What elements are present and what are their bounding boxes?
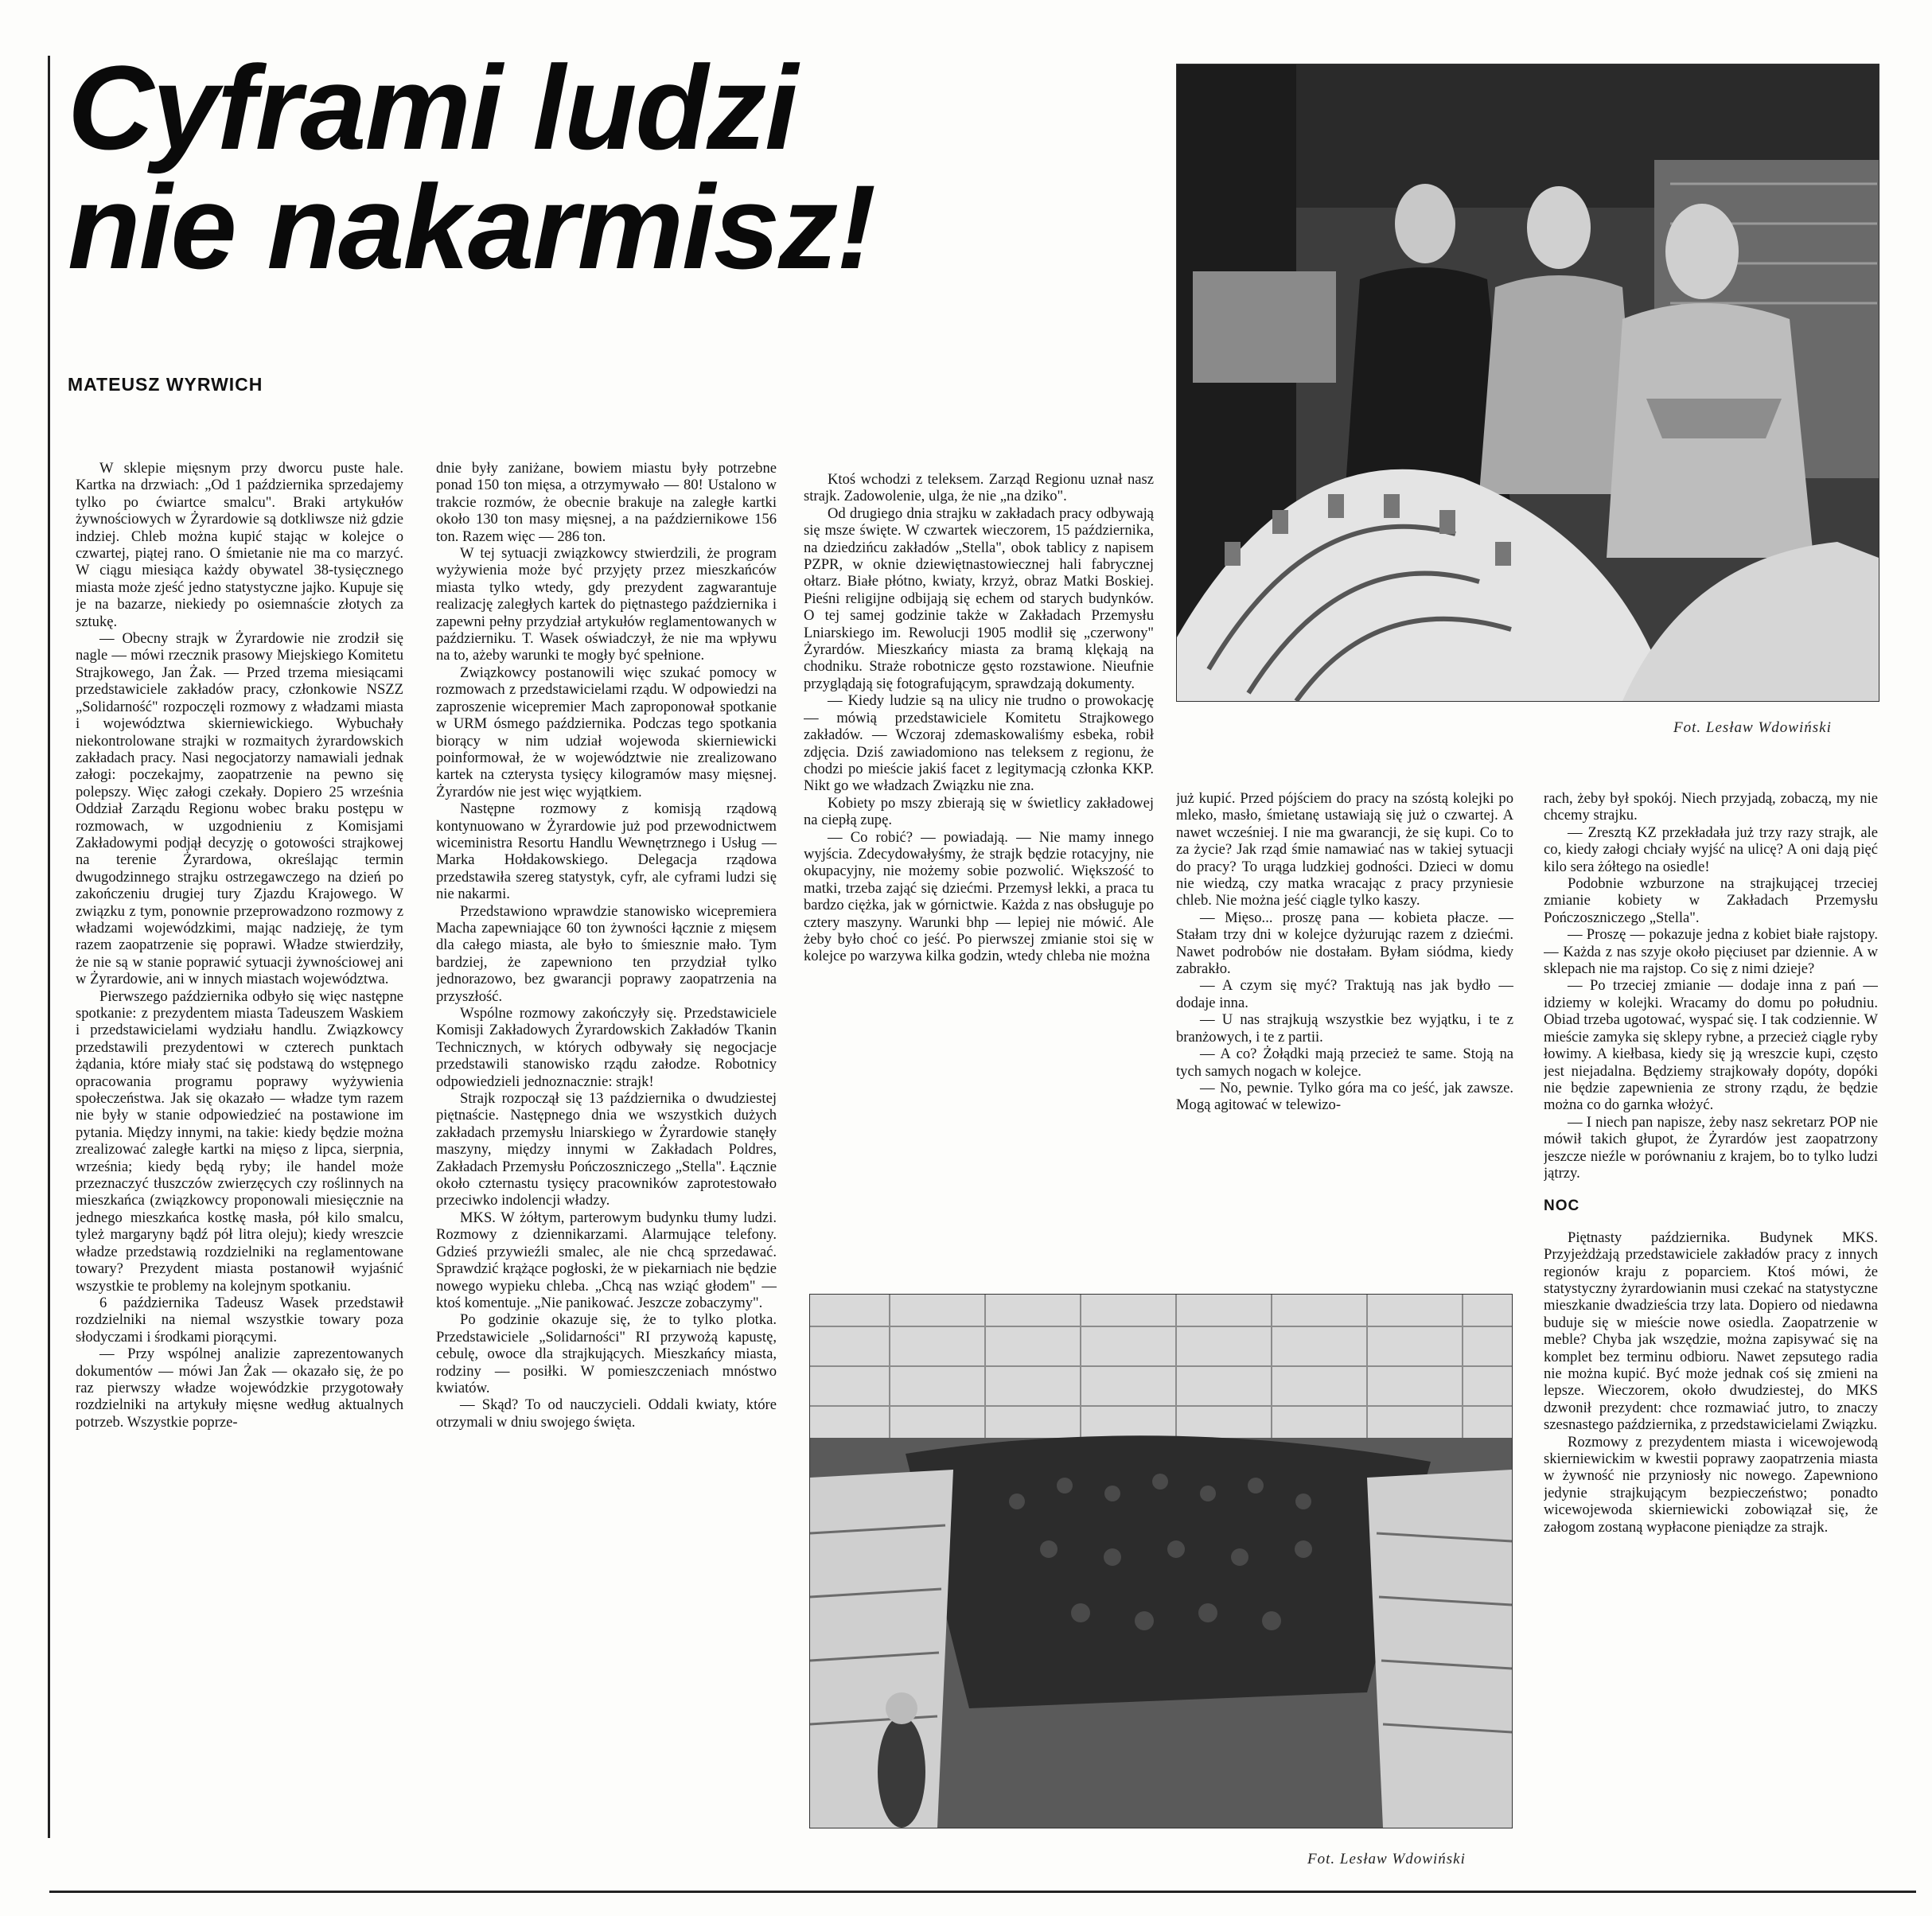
paragraph: — Po trzeciej zmianie — dodaje inna z pań — idziemy w kolejki. Wracamy do domu po południu. Obiad trzeba ugotować, wyspać się. I tak codziennie. W mieście zamyka się sklepy rybne, a przecież ciągle ryby łowimy. A kiełbasa, kiedy się ją wreszcie kupi, często jest niejadalna. Będziemy strajkowały dopóty, dopóki nie będzie zapewnienia ze strony rządu, że będzie można co do garnka włożyć. [1544,977,1878,1114]
paragraph: Ktoś wchodzi z teleksem. Zarząd Regionu uznał nasz strajk. Zadowolenie, ulga, że nie „na dziko". [804,471,1154,505]
byline: MATEUSZ WYRWICH [68,374,263,395]
text-column-4 [1176,790,1513,1283]
paragraph: Wspólne rozmowy zakończyły się. Przedstawiciele Komisji Zakładowych Żyrardowskich Zakładów Tkanin Technicznych, w których odbywały się negocjacje przedstawili stanowisko rządu załodze. Robotnicy odpowiedzieli jednoznacznie: strajk! [436,1005,777,1090]
paragraph: Rozmowy z prezydentem miasta i wicewojewodą skierniewickim w kwestii poprawy zaopatrzenia miasta w żywność nie przyniosły nic nowego. Zapewniono jedynie strajkującym bezpieczeństwo; ponadto wicewojewoda skierniewicki zobowiązał się, że załogom zostaną wypłacone pieniądze za strajk. [1544,1433,1878,1536]
paragraph: już kupić. Przed pójściem do pracy na szóstą kolejki po mleko, masło, śmietanę ustawiają się już o czwartej. A nawet wcześniej. I nie ma gwarancji, że się kupi. Co to za życie? Jak rząd śmie namawiać nas w takiej sytuacji do pracy? To urąga ludzkiej godności. Dzieci w domu nie wiedzą, czy matka wracając z pracy przyniesie chleb. Nie można jeść ciągle tylko kaszy. [1176,790,1513,909]
text-column-3 [804,471,1154,1275]
paragraph: — Proszę — pokazuje jedna z kobiet białe rajstopy. — Każda z nas szyje około pięciuset par dziennie. A w sklepach nie ma rajstop. Co się z nimi dzieje? [1544,926,1878,978]
photo-top-caption: Fot. Lesław Wdowiński [1673,719,1832,736]
bottom-rule [49,1891,1916,1893]
paragraph: Po godzinie okazuje się, że to tylko plotka. Przedstawiciele „Solidarności" RI przywożą kapustę, cebulę, owoce dla strajkujących. Mieszkańcy miasta, rodziny — posiłki. W pomieszczeniach mnóstwo kwiatów. [436,1311,777,1396]
photo-workers-image [1177,64,1879,701]
paragraph: — No, pewnie. Tylko góra ma co jeść, jak zawsze. Mogą agitować w telewizo- [1176,1079,1513,1114]
paragraph: 6 października Tadeusz Wasek przedstawił rozdzielniki na niemal wszystkie towary poza słodyczami i środkami piorącymi. [76,1294,403,1345]
headline [68,41,1182,294]
paragraph: Od drugiego dnia strajku w zakładach pracy odbywają się msze święte. W czwartek wieczorem, 15 października, na dziedzińcu zakładów „Stella", obok tablicy z napisem PZPR, w oknie dziewiętnastowiecznej hali fabrycznej ołtarz. Białe płótno, kwiaty, krzyż, obraz Matki Boskiej. Pieśni religijne odbijają się echem od starych budynków. O tej samej godzinie także w Zakładach Przemysłu Lniarskiego im. Rewolucji 1905 modlił się „czerwony" Żyrardów. Mieszkańcy miasta za bramą klękają na chodniku. Straże robotnicze gęsto rozstawione. Nieufnie przyglądają się fotografującym, sprawdzają dokumenty. [804,504,1154,692]
paragraph: Piętnasty października. Budynek MKS. Przyjeżdżają przedstawiciele zakładów pracy z innych regionów kraju z poparciem. Ktoś mówi, że statystyczny żyrardowianin musi czekać na statystyczne mieszkanie dwadzieścia trzy lata. Dopiero od niedawna buduje się w mieście nowe osiedla. Zaopatrzenie w meble? Chyba jak wszędzie, można zapisywać się na komplet bez terminu odbioru. Nawet zepsutego radia nie można kupić. Być może jednak coś się zmieni na lepsze. Wieczorem, około dwudziestej, do MKS dzwonił prezydent: chce rozmawiać jutro, to znaczy szesnastego października, z przedstawicielami Związku. [1544,1229,1878,1434]
paragraph: Podobnie wzburzone na strajkującej trzeciej zmianie kobiety w Zakładach Przemysłu Pończoszniczego „Stella". [1544,875,1878,926]
paragraph: Związkowcy postanowili więc szukać pomocy w rozmowach z przedstawicielami rządu. W odpowiedzi na zaproszenie wicepremier Mach zaproponował spotkanie w URM ósmego października. Podczas tego spotkania biorący w nim udział wojewoda skierniewicki poinformował, że w województwie nie zrealizowano kartek na czterysta tysięcy kilogramów masy mięsnej. Żyrardów nie jest więc wyjątkiem. [436,664,777,800]
paragraph: W tej sytuacji związkowcy stwierdzili, że program wyżywienia może być przyjęty przez mieszkańców miasta tylko wtedy, gdy prezydent zagwarantuje realizację zaległych kartek do piętnastego października i zapewni pełny przydział artykułów reglamentowanych w październiku. T. Wasek oświadczył, że nie ma wpływu na to, ażeby warunki te mogły być spełnione. [436,545,777,664]
paragraph: W sklepie mięsnym przy dworcu puste hale. Kartka na drzwiach: „Od 1 października sprzedajemy tylko po ćwiartce smalcu". Braki artykułów żywnościowych w Żyrardowie są dotkliwsze niż gdzie indziej. Chleb można kupić stając w kolejce o czwartej, piątej rano. O śmietanie nie ma co marzyć. W ciągu miesiąca każdy obywatel 38-tysięcznego miasta może zjeść jedno statystyczne jajko. Kupuje się je na bazarze, niekiedy po osiemnaście złotych za sztukę. [76,460,403,630]
paragraph: rach, żeby był spokój. Niech przyjadą, zobaczą, my nie chcemy strajku. [1544,790,1878,824]
text-column-1 [76,460,403,1884]
paragraph: — Kiedy ludzie są na ulicy nie trudno o prowokację — mówią przedstawiciele Komitetu Strajkowego zakładów. — Wczoraj zdemaskowaliśmy esbeka, robił zdjęcia. Dziś zawiadomiono nas teleksem z regionu, że chodzi po mieście jakiś facet z legitymacją członka KKP. Nikt go we władzach Związku nie zna. [804,692,1154,795]
paragraph: Następne rozmowy z komisją rządową kontynuowano w Żyrardowie już pod przewodnictwem wiceministra Resortu Handlu Wewnętrznego i Usług — Marka Hołdakowskiego. Delegacja rządowa przedstawiła szereg statystyk, cyfr, ale cyframi ludzi się nie nakarmi. [436,800,777,903]
section-heading-noc: NOC [1544,1198,1580,1215]
paragraph: — Obecny strajk w Żyrardowie nie zrodził się nagle — mówi rzecznik prasowy Miejskiego Komitetu Strajkowego, Jan Żak. — Przed trzema miesiącami przedstawiciele zakładów pracy, członkowie NSZZ „Solidarność" rozpoczęli rozmowy z władzami miasta i województwa skierniewickiego. Wybuchały niekontrolowane strajki w rozmaitych żyrardowskich zakładach pracy. Nasi negocjatorzy namawiali jednak załogi: poczekajmy, zaopatrzenie na pewno się polepszy. Więc załogi czekały. Dopiero 25 września Oddział Zarządu Regionu wobec braku postępu w rozmowach, w uzgodnieniu z Komisjami Zakładowymi podjął decyzję o gotowości strajkowej na terenie Żyrardowa, określając termin dwugodzinnego strajku ostrzegawczego na dzień po zakończeniu drugiej tury Zjazdu Krajowego. W związku z tym, ponownie przeprowadzono rozmowy z władzami wojewódzkimi, mając nadzieję, że tym razem zaopatrzenie się poprawi. Władze stwierdziły, że nie są w stanie poprawić sytuacji żywnościowej ani w Żyrardowie, ani w innych miastach województwa. [76,630,403,988]
photo-assembly-image [810,1295,1512,1828]
paragraph: Przedstawiono wprawdzie stanowisko wicepremiera Macha zapewniające 60 ton żywności łącznie z mięsem dla całego miasta, ale było to śmiesznie mało. Tym bardziej, że zapewniono ten przydział tylko jednorazowo, bez gwarancji poprawy zaopatrzenia na przyszłość. [436,902,777,1005]
headline-line-2: nie nakarmisz! [68,160,875,294]
paragraph: Pierwszego października odbyło się więc następne spotkanie: z prezydentem miasta Tadeuszem Waskiem i przedstawicielami wydziału handlu. Związkowcy przedstawili prezydentowi w czterech punktach żądania, które miały stać się podstawą do wstępnego opracowania programu poprawy wyżywienia społeczeństwa. Jak się okazało — władze tym razem nie były w stanie odpowiedzieć na postawione im pytania. Między innymi, na takie: kiedy będzie można zrealizować zaległe kartki na mięso z lipca, sierpnia, września; kiedy będą ryby; ile handel może przeznaczyć tłuszczów zwierzęcych czy roślinnych na mieszkańca (związkowcy proponowali miesięcznie na jednego mieszkańca kostkę masła, pół kilo smalcu, tyleż margaryny bądź pół litra oleju); kiedy wreszcie władze przedstawią rozdzielniki na reglamentowane towary? Prezydent miasta postanowił wyjaśnić wszystkie te problemy na kolejnym spotkaniu. [76,987,403,1295]
photo-factory-hall-assembly [809,1294,1513,1828]
text-column-2 [436,460,777,1884]
paragraph: — A co? Żołądki mają przecież te same. Stoją na tych samych nogach w kolejce. [1176,1046,1513,1080]
paragraph: — Mięso... proszę pana — kobieta płacze. — Stałam trzy dni w kolejce dyżurując razem z dziećmi. Nawet podrobów nie dostałam. Byłam siódma, kiedy zabrakło. [1176,909,1513,978]
left-column-rule [48,56,50,1838]
paragraph: Kobiety po mszy zbierają się w świetlicy zakładowej na ciepłą zupę. [804,794,1154,829]
text-column-5 [1544,790,1878,1884]
paragraph: Strajk rozpoczął się 13 października o dwudziestej piętnaście. Następnego dnia we wszystkich dużych zakładach przemysłu lniarskiego w Żyrardowie stanęły maszyny, między innymi w Zakładach Poldres, Zakładach Przemysłu Pończoszniczego „Stella". Łącznie około czternastu tysięcy pracowników zaprotestowało przeciwko indolencji władzy. [436,1090,777,1209]
headline-line-1: Cyframi ludzi [68,41,797,174]
paragraph: — I niech pan napisze, żeby nasz sekretarz POP nie mówił takich głupot, że Żyrardów jest zaopatrzony jeszcze nieźle w porównaniu z krajem, bo to tylko ludzi jątrzy. [1544,1113,1878,1182]
paragraph: — Co robić? — powiadają. — Nie mamy innego wyjścia. Zdecydowałyśmy, że strajk będzie rotacyjny, nie okupacyjny, nie możemy sobie pozwolić. Większość to matki, trzeba zająć się dziećmi. Przemysł lekki, a praca tu bardzo ciężka, jak w górnictwie. Każda z nas obsługuje po cztery maszyny. Warunki bhp — lepiej nie mówić. Ale żeby było choć co jeść. Po pierwszej zmianie stoi się w kolejce po warzywa kilka godzin, wtedy chleba nie można [804,828,1154,965]
paragraph: — Zresztą KZ przekładała już trzy razy strajk, ale co, kiedy załogi chciały wyjść na ulicę? A oni dają pięć kilo sera żółtego na osiedle! [1544,824,1878,875]
paragraph: MKS. W żółtym, parterowym budynku tłumy ludzi. Rozmowy z dziennikarzami. Alarmujące telefony. Gdzieś przywieźli smalec, ale nie chcą sprzedawać. Sprawdzić krążące pogłoski, że w piekarniach nie będzie nowego wypieku chleba. „Chcą nas wziąć głodem" — ktoś komentuje. „Nie panikować. Jeszcze zobaczymy". [436,1209,777,1311]
paragraph: dnie były zaniżane, bowiem miastu były potrzebne ponad 150 ton mięsa, a otrzymywało — 80! Ustalono w trakcie rozmów, że obecnie brakuje na zaległe kartki około 130 ton masy mięsnej, a na październikowe 156 ton. Razem więc — 286 ton. [436,460,777,545]
paragraph: — U nas strajkują wszystkie bez wyjątku, i te z branżowych, i te z partii. [1176,1011,1513,1046]
paragraph: — Skąd? To od nauczycieli. Oddali kwiaty, które otrzymali w dniu swojego święta. [436,1396,777,1431]
paragraph: — A czym się myć? Traktują nas jak bydło — dodaje inna. [1176,977,1513,1011]
photo-workers-at-looms [1176,64,1879,702]
paragraph: — Przy wspólnej analizie zaprezentowanych dokumentów — mówi Jan Żak — okazało się, że po raz pierwszy władze wojewódzkie przygotowały rozdzielniki na artykuły mięsne według aktualnych potrzeb. Wszystkie poprze- [76,1345,403,1431]
photo-bottom-caption: Fot. Lesław Wdowiński [1307,1851,1466,1867]
